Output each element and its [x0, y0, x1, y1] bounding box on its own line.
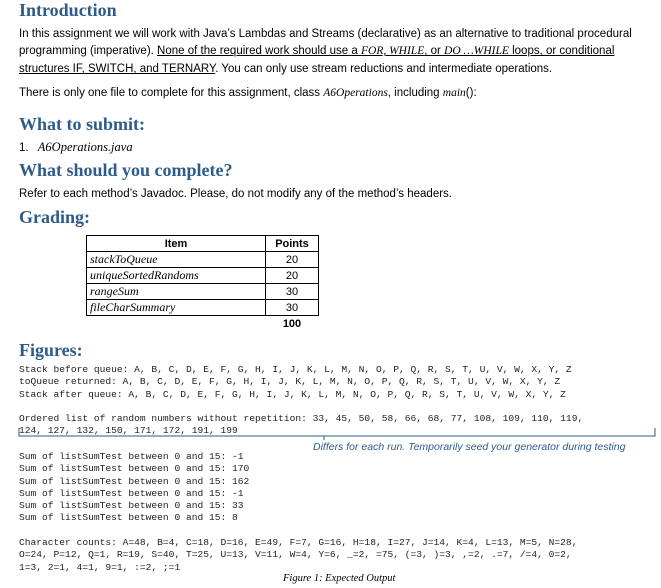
output-line: Character counts: A=48, B=4, C=18, D=16, E=49, F=7, G=16, H=18, I=27, J=14, K=4, L=13, M=5, N=28,	[19, 537, 578, 548]
figure-output-stack	[19, 364, 572, 401]
intro-paragraph-line1: In this assignment we will work with Java’s Lambdas and Streams (declarative) as an alternative to traditional procedural	[19, 28, 632, 40]
intro-paragraph-line3	[19, 62, 552, 76]
bracket-annotation	[17, 426, 659, 442]
rule-allowed-text: . You can only use stream reductions and intermediate operations.	[215, 63, 553, 75]
submit-list-item	[19, 140, 133, 155]
grading-total: 100	[282, 317, 302, 330]
figure-output-sum	[19, 451, 249, 525]
grading-item-points: 30	[266, 300, 319, 316]
output-line: Sum of listSumTest between 0 and 15: -1	[19, 451, 244, 462]
submit-heading: What to submit:	[19, 114, 146, 134]
output-line: toQueue returned: A, B, C, D, E, F, G, H, I, J, K, L, M, N, O, P, Q, R, S, T, U, V, W, X, Y, Z	[19, 376, 561, 388]
grading-table	[86, 235, 319, 331]
class-name: A6Operations	[323, 87, 388, 99]
grading-header-row	[87, 236, 319, 252]
grading-item-name: uniqueSortedRandoms	[87, 268, 266, 284]
grading-total-row	[87, 316, 319, 332]
complete-text: Refer to each method’s Javadoc. Please, do not modify any of the method’s headers.	[19, 188, 453, 200]
output-line: Stack before queue: A, B, C, D, E, F, G, H, I, J, K, L, M, N, O, P, Q, R, S, T, U, V, W, X, Y, Z	[19, 364, 572, 375]
submit-file-name: A6Operations.java	[37, 140, 133, 154]
intro-rule-text	[157, 45, 614, 57]
rule-text-b: , or	[424, 45, 445, 57]
grading-item-name: fileCharSummary	[87, 300, 266, 316]
table-row	[87, 268, 319, 284]
grading-item-points: 30	[266, 284, 319, 300]
main-method-name: main	[442, 87, 466, 99]
grading-header-item: Item	[87, 236, 266, 252]
intro-p2-text-b: , including	[387, 87, 443, 99]
figure-output-chars	[19, 537, 577, 574]
differs-note: Differs for each run. Temporarily seed your generator during testing	[313, 441, 626, 453]
output-line: 124, 127, 132, 150, 171, 172, 191, 199	[19, 425, 238, 437]
intro-paragraph-2	[19, 86, 477, 100]
intro-p2-text-a: There is only one file to complete for this assignment, class	[19, 87, 324, 99]
table-row	[87, 300, 319, 316]
output-line: Ordered list of random numbers without repetition: 33, 45, 50, 58, 66, 68, 77, 108, 109, 110, 119,	[19, 413, 584, 424]
figures-heading: Figures:	[19, 340, 83, 360]
rule-keyword-for-while: FOR, WHILE	[360, 45, 425, 57]
grading-item-points: 20	[266, 252, 319, 268]
grading-heading: Grading:	[19, 207, 91, 227]
figure-caption: Figure 1: Expected Output	[283, 573, 396, 584]
intro-text: programming (imperative).	[19, 45, 158, 57]
output-line: Sum of listSumTest between 0 and 15: -1	[19, 487, 244, 499]
submit-item-number: 1.	[19, 142, 29, 154]
intro-paragraph-line2	[19, 44, 614, 58]
output-line: 1=3, 2=1, 4=1, 9=1, :=2, ;=1	[19, 561, 181, 573]
grading-item-name: stackToQueue	[87, 252, 266, 268]
grading-item-points: 20	[266, 268, 319, 284]
output-line: Sum of listSumTest between 0 and 15: 170	[19, 463, 250, 475]
output-line: Sum of listSumTest between 0 and 15: 162	[19, 475, 250, 487]
output-line: Sum of listSumTest between 0 and 15: 33	[19, 500, 244, 512]
complete-heading: What should you complete?	[19, 160, 233, 180]
grading-item-name: rangeSum	[87, 284, 266, 300]
table-row	[87, 284, 319, 300]
table-row	[87, 252, 319, 268]
rule-structures-text: structures IF, SWITCH, and TERNARY	[19, 63, 216, 75]
rule-keyword-do-while: DO …WHILE	[444, 45, 509, 57]
intro-p2-text-c: ():	[465, 87, 477, 99]
rule-text-a: None of the required work should use a	[157, 45, 361, 57]
grading-total-spacer	[87, 316, 266, 332]
intro-heading: Introduction	[19, 0, 117, 20]
output-line: Stack after queue: A, B, C, D, E, F, G, H, I, J, K, L, M, N, O, P, Q, R, S, T, U, V, W, X, Y, Z	[19, 388, 566, 400]
grading-header-points: Points	[266, 236, 319, 252]
output-line: Sum of listSumTest between 0 and 15: 8	[19, 512, 238, 524]
rule-text-c: loops, or conditional	[508, 45, 615, 57]
output-line: O=24, P=12, Q=1, R=19, S=40, T=25, U=13, V=11, W=4, Y=6, _=2, =75, (=3, )=3, ,=2, .=7, /=4, 0=2,	[19, 549, 572, 561]
